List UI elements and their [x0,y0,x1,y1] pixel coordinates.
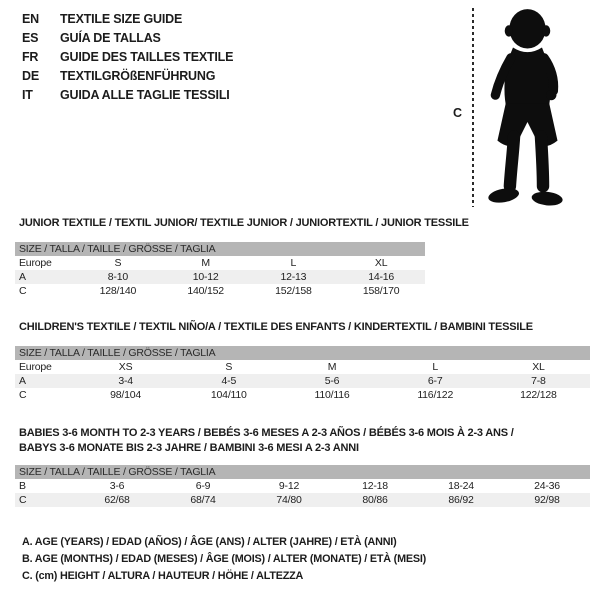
baby-silhouette-icon [484,6,572,208]
section-title-line2: BABYS 3-6 MONATE BIS 2-3 JAHRE / BAMBINI 3-6 MESI A 2-3 ANNI [19,442,359,454]
table-cell: XL [374,257,388,269]
section-title: JUNIOR TEXTILE / TEXTIL JUNIOR/ TEXTILE JUNIOR / JUNIORTEXTIL / JUNIOR TESSILE [19,217,469,229]
table-cell: 92/98 [534,494,560,506]
lang-code: FR [22,50,39,64]
table-cell: 122/128 [520,389,557,401]
section-children-textile [15,320,590,402]
section-junior-textile [15,216,469,298]
note-b: B. AGE (MONTHS) / EDAD (MESES) / ÂGE (MOIS) / ALTER (MONATE) / ETÀ (MESI) [22,553,427,565]
table-row [15,374,590,388]
table-cell: 86/92 [448,494,474,506]
table-row [15,270,425,284]
table-cell: 140/152 [187,285,224,297]
table-cell: 6-9 [195,480,211,492]
table-cell: 116/122 [417,389,454,401]
table-cell: 12-18 [362,480,388,492]
table-cell: M [327,361,337,373]
row-label: Europe [19,361,52,373]
table-row [15,256,425,270]
lang-row-de [22,67,233,86]
table-cell: 104/110 [210,389,247,401]
table-cell: 110/116 [314,389,350,401]
lang-code: DE [22,69,39,83]
lang-row-fr [22,48,233,67]
table-cell: 18-24 [448,480,474,492]
row-label: C [19,389,27,401]
table-cell: 14-16 [368,271,395,283]
row-label: C [19,494,27,506]
lang-title: TEXTILE SIZE GUIDE [60,12,183,26]
table-cell: 158/170 [362,285,400,297]
table-cell: 10-12 [192,271,219,283]
table-cell: 62/68 [104,494,130,506]
size-table-children [15,360,590,402]
table-cell: 9-12 [278,480,300,492]
baby-figure-block [450,5,598,210]
section-title: CHILDREN'S TEXTILE / TEXTIL NIÑO/A / TEXTILE DES ENFANTS / KINDERTEXTIL / BAMBINI TESSILE [19,321,533,333]
lang-code: IT [22,88,33,102]
size-table-junior [15,256,425,298]
height-measure-dotted-line [472,8,474,207]
legend-notes [22,534,426,585]
lang-code: EN [22,12,39,26]
size-header-bar: SIZE / TALLA / TAILLE / GRÖSSE / TAGLIA [15,465,590,479]
row-label: Europe [19,257,52,269]
table-cell: 4-5 [221,375,237,387]
size-header-bar: SIZE / TALLA / TAILLE / GRÖSSE / TAGLIA [15,346,590,360]
table-cell: XL [532,361,545,373]
table-cell: 8-10 [107,271,128,283]
height-measure-label: C [453,106,463,120]
lang-title: GUIDE DES TAILLES TEXTILE [60,50,234,64]
lang-title: GUIDA ALLE TAGLIE TESSILI [60,88,230,102]
table-cell: 5-6 [324,375,340,387]
table-cell: S [225,361,233,373]
lang-row-en [22,10,233,29]
table-row [15,388,590,402]
table-row [15,479,590,493]
table-cell: 3-4 [118,375,133,387]
note-a: A. AGE (YEARS) / EDAD (AÑOS) / ÂGE (ANS) / ALTER (JAHRE) / ETÀ (ANNI) [22,536,397,548]
lang-title: GUÍA DE TALLAS [60,31,161,45]
section-title-block [15,426,590,456]
section-babies-textile [15,426,590,507]
table-cell: 3-6 [109,480,125,492]
table-cell: 68/74 [190,494,216,506]
section-title-line1: BABIES 3-6 MONTH TO 2-3 YEARS / BEBÉS 3-6 MESES A 2-3 AÑOS / BÉBÉS 3-6 MOIS À 2-3 ANS / [19,427,514,439]
table-cell: L [290,257,297,269]
size-table-babies [15,479,590,507]
table-row [15,493,590,507]
row-label: A [19,271,26,283]
table-cell: 128/140 [99,285,137,297]
table-row [15,360,590,374]
note-c: C. (cm) HEIGHT / ALTURA / HAUTEUR / HÖHE / ALTEZZA [22,570,304,582]
language-title-list [22,10,233,105]
lang-code: ES [22,31,39,45]
table-cell: 7-8 [531,375,546,387]
table-cell: L [432,361,439,373]
table-cell: 6-7 [427,375,443,387]
table-cell: XS [118,361,133,373]
lang-title: TEXTILGRÖßENFÜHRUNG [60,69,216,83]
row-label: A [19,375,26,387]
row-label: C [19,285,27,297]
table-cell: 74/80 [276,494,302,506]
table-cell: M [201,257,210,269]
size-header-bar: SIZE / TALLA / TAILLE / GRÖSSE / TAGLIA [15,242,425,256]
table-cell: 152/158 [275,285,312,297]
table-cell: 24-36 [534,480,560,492]
table-cell: S [114,257,122,269]
lang-row-it [22,86,233,105]
table-row [15,284,425,298]
table-cell: 80/86 [362,494,388,506]
row-label: B [19,480,26,492]
lang-row-es [22,29,233,48]
table-cell: 12-13 [280,271,307,283]
table-cell: 98/104 [110,389,142,401]
